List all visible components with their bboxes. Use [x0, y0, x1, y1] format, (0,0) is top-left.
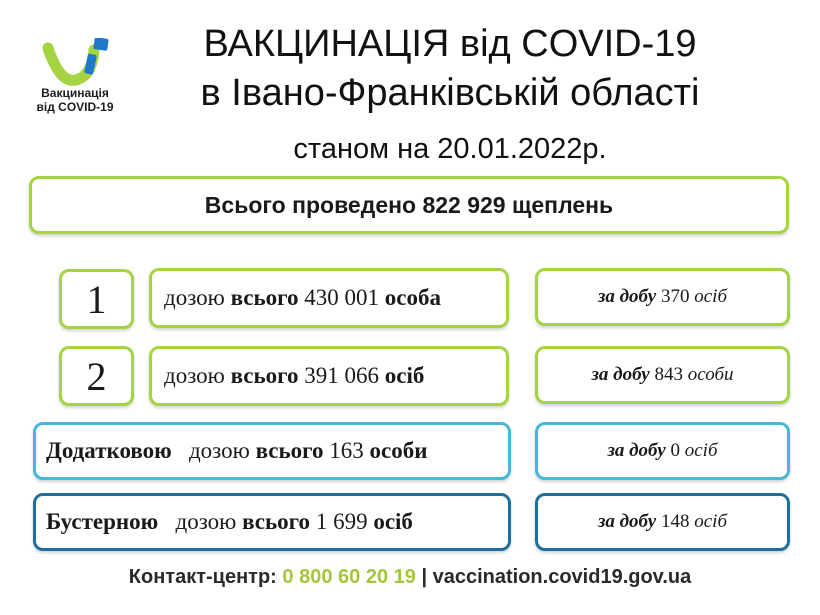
day-unit: осіб — [694, 286, 728, 307]
total-value: 430 001 — [304, 285, 380, 310]
daily-count-box — [535, 493, 790, 551]
dose-word: дозою — [164, 285, 225, 310]
dose-number: 2 — [86, 353, 107, 399]
dose-total-box — [149, 346, 509, 406]
logo-caption — [20, 86, 130, 114]
dose-total-box — [149, 268, 509, 328]
day-unit: осіб — [684, 440, 718, 461]
dose-type-label: Додатковою — [46, 438, 172, 463]
day-label: за добу — [597, 286, 657, 307]
additional-dose-box — [33, 422, 511, 480]
total-word: всього — [255, 438, 324, 463]
page-title-line1: ВАКЦИНАЦІЯ від COVID-19 — [203, 23, 697, 65]
contact-footer — [0, 566, 820, 589]
report-date: станом на 20.01.2022р. — [293, 133, 607, 165]
day-label: за добу — [597, 511, 657, 532]
vaccination-logo-icon — [34, 38, 124, 88]
total-word: всього — [242, 509, 311, 534]
dose-word: дозою — [188, 438, 250, 463]
total-unit: осіб — [373, 509, 413, 534]
total-vaccinations-text: Всього проведено 822 929 щеплень — [204, 191, 614, 218]
dose-number-badge — [59, 346, 134, 406]
dose-word: дозою — [164, 363, 225, 388]
day-value: 370 — [660, 286, 690, 307]
dose-number-badge — [59, 269, 134, 329]
total-vaccinations-box — [29, 176, 789, 234]
dose-word: дозою — [175, 509, 237, 534]
daily-count-box — [535, 268, 790, 326]
logo-caption-line2: від COVID-19 — [36, 100, 114, 114]
total-unit: особа — [384, 285, 442, 310]
footer-separator: | — [421, 566, 428, 588]
total-unit: осіб — [384, 363, 425, 388]
total-word: всього — [230, 285, 299, 310]
total-value: 163 — [329, 438, 364, 463]
page-title-line2: в Івано-Франківській області — [200, 72, 700, 114]
contact-label: Контакт-центр: — [128, 566, 277, 588]
day-value: 843 — [654, 364, 683, 385]
day-unit: особи — [687, 364, 734, 385]
total-value: 391 066 — [304, 363, 380, 388]
contact-phone[interactable]: 0 800 60 20 19 — [282, 566, 416, 588]
day-label: за добу — [607, 440, 666, 461]
dose-number: 1 — [86, 276, 107, 322]
dose-type-label: Бустерною — [46, 509, 159, 534]
daily-count-box — [535, 346, 790, 404]
logo-caption-line1: Вакцинація — [41, 86, 109, 100]
total-value: 1 699 — [315, 509, 368, 534]
day-unit: осіб — [694, 511, 728, 532]
day-value: 0 — [670, 440, 680, 461]
total-unit: особи — [369, 438, 428, 463]
day-label: за добу — [591, 364, 650, 385]
daily-count-box — [535, 422, 790, 480]
vaccination-logo — [34, 38, 134, 88]
contact-website-link[interactable]: vaccination.covid19.gov.ua — [432, 566, 692, 588]
total-word: всього — [230, 363, 299, 388]
day-value: 148 — [660, 511, 690, 532]
booster-dose-box — [33, 493, 511, 551]
